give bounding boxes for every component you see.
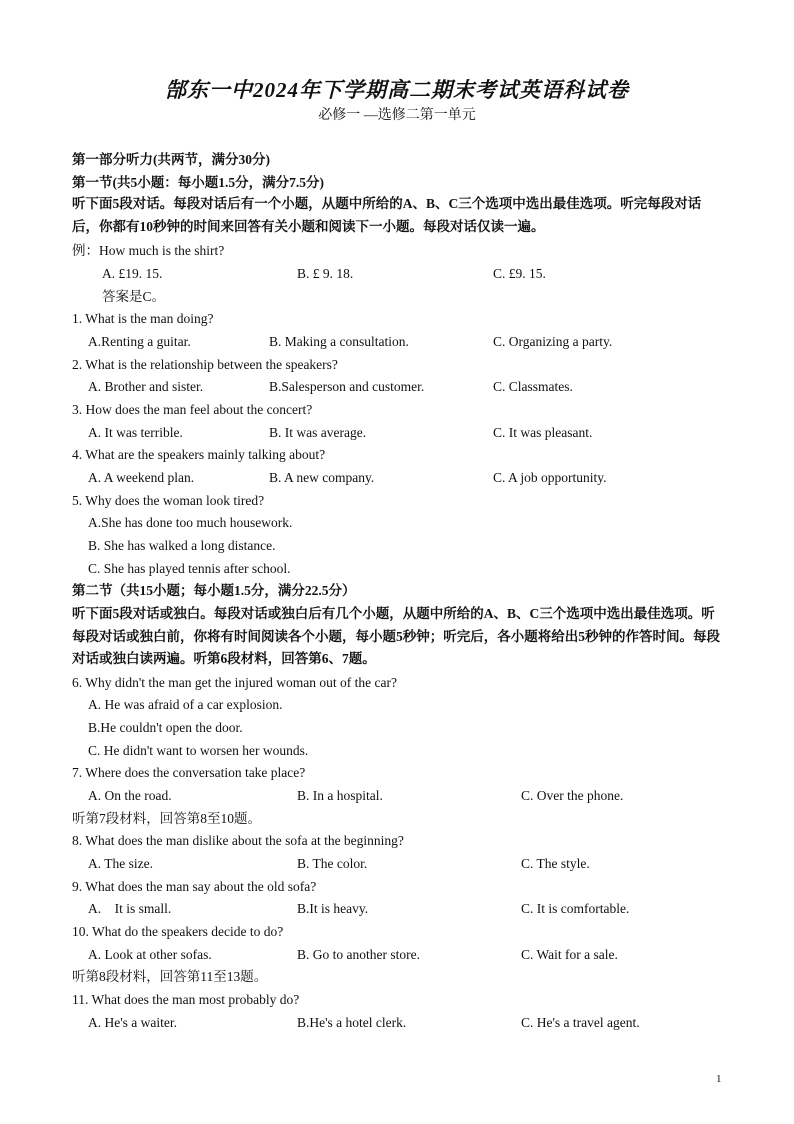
q6-option-c: C. He didn't want to worsen her wounds. — [88, 743, 309, 758]
section1-instructions: 听下面5段对话。每段对话后有一个小题，从题中所给的A、B、C三个选项中选出最佳选项。听完每段对话后，你都有10秒钟的时间来回答有关小题和阅读下一小题。每段对话仅读一遍。 — [72, 196, 702, 234]
q11-option-c: C. He's a travel agent. — [521, 1015, 640, 1030]
q11-option-a: A. He's a waiter. — [88, 1015, 178, 1030]
page-number: 1 — [716, 1073, 722, 1085]
question-6: 6. Why didn't the man get the injured woman out of the car? — [72, 675, 397, 690]
q7-option-a: A. On the road. — [88, 788, 172, 803]
example-answer: 答案是C。 — [102, 289, 166, 304]
q5-option-c: C. She has played tennis after school. — [88, 561, 291, 576]
question-7: 7. Where does the conversation take place? — [72, 765, 306, 780]
q9-option-c: C. It is comfortable. — [521, 901, 630, 916]
q2-option-c: C. Classmates. — [493, 379, 573, 394]
section2-heading: 第二节（共15小题；每小题1.5分，满分22.5分） — [72, 583, 356, 598]
q1-option-a: A.Renting a guitar. — [88, 334, 191, 349]
page-subtitle: 必修一 —选修二第一单元 — [318, 108, 476, 123]
question-11: 11. What does the man most probably do? — [72, 992, 300, 1007]
section2-instructions: 听下面5段对话或独白。每段对话或独白后有几个小题，从题中所给的A、B、C三个选项中选出最佳选项。听每段对话或独白前，你将有时间阅读各个小题，每小题5秒钟；听完后，各小题将给出5秒钟的作答时间。每段对话或独白读两遍。听第6段材料，回答第6、7题。 — [72, 606, 720, 666]
q9-option-a: A. It is small. — [88, 901, 172, 916]
q3-option-c: C. It was pleasant. — [493, 425, 593, 440]
example-option-b: B. £ 9. 18. — [297, 266, 354, 281]
q5-option-a: A.She has done too much housework. — [88, 515, 293, 530]
q10-option-a: A. Look at other sofas. — [88, 947, 212, 962]
q3-option-a: A. It was terrible. — [88, 425, 183, 440]
q7-option-b: B. In a hospital. — [297, 788, 383, 803]
section1-heading: 第一节(共5小题：每小题1.5分，满分7.5分) — [72, 175, 324, 190]
q8-option-a: A. The size. — [88, 856, 153, 871]
q4-option-b: B. A new company. — [269, 470, 375, 485]
question-1: 1. What is the man doing? — [72, 311, 214, 326]
q3-option-b: B. It was average. — [269, 425, 367, 440]
part1-heading: 第一部分听力(共两节，满分30分) — [72, 152, 270, 167]
note-passage-8: 听第8段材料，回答第11至13题。 — [72, 969, 268, 984]
page-title: 郜东一中2024年下学期高二期末考试英语科试卷 — [165, 78, 629, 102]
q1-option-c: C. Organizing a party. — [493, 334, 613, 349]
q4-option-a: A. A weekend plan. — [88, 470, 195, 485]
q10-option-b: B. Go to another store. — [297, 947, 420, 962]
example-question: 例：How much is the shirt? — [72, 243, 225, 258]
q5-option-b: B. She has walked a long distance. — [88, 538, 276, 553]
question-4: 4. What are the speakers mainly talking about? — [72, 447, 326, 462]
q2-option-a: A. Brother and sister. — [88, 379, 204, 394]
q4-option-c: C. A job opportunity. — [493, 470, 607, 485]
q6-option-a: A. He was afraid of a car explosion. — [88, 697, 283, 712]
q1-option-b: B. Making a consultation. — [269, 334, 409, 349]
question-9: 9. What does the man say about the old sofa? — [72, 879, 317, 894]
question-10: 10. What do the speakers decide to do? — [72, 924, 284, 939]
question-5: 5. Why does the woman look tired? — [72, 493, 265, 508]
example-option-a: A. £19. 15. — [102, 266, 163, 281]
q6-option-b: B.He couldn't open the door. — [88, 720, 243, 735]
note-passage-7: 听第7段材料，回答第8至10题。 — [72, 811, 261, 826]
question-2: 2. What is the relationship between the speakers? — [72, 357, 338, 372]
q7-option-c: C. Over the phone. — [521, 788, 624, 803]
q8-option-b: B. The color. — [297, 856, 368, 871]
q9-option-b: B.It is heavy. — [297, 901, 369, 916]
q10-option-c: C. Wait for a sale. — [521, 947, 618, 962]
question-8: 8. What does the man dislike about the sofa at the beginning? — [72, 833, 404, 848]
q8-option-c: C. The style. — [521, 856, 590, 871]
example-option-c: C. £9. 15. — [493, 266, 546, 281]
question-3: 3. How does the man feel about the concert? — [72, 402, 313, 417]
q2-option-b: B.Salesperson and customer. — [269, 379, 425, 394]
q11-option-b: B.He's a hotel clerk. — [297, 1015, 407, 1030]
